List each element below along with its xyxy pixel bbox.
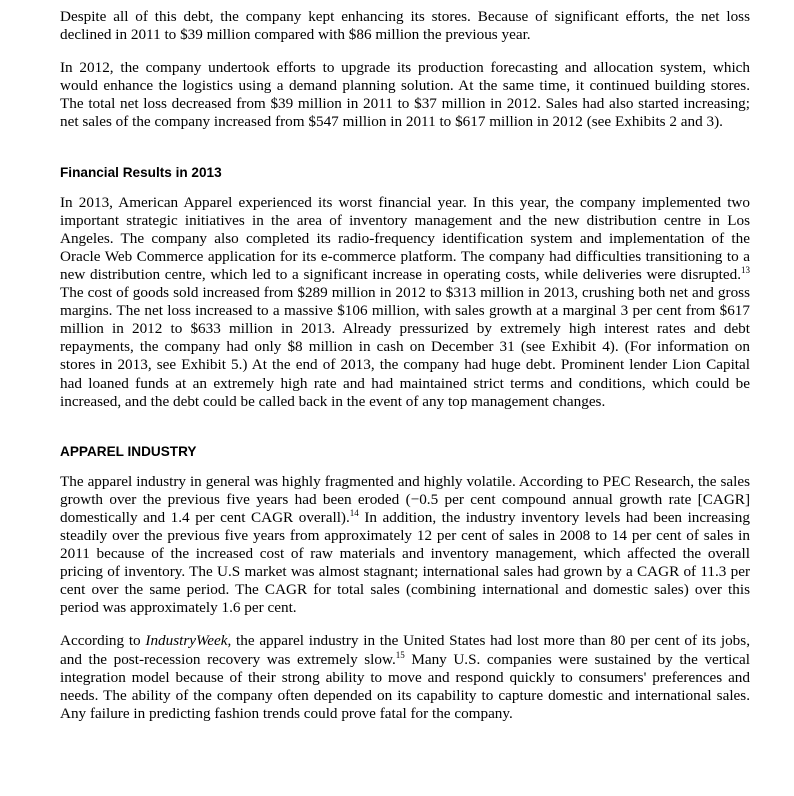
paragraph-apparel-part1: The apparel industry in general was highly fragmented and highly volatile. According to PEC Research, the sales growth over the previous five years had been eroded (−0.5 per cent compound annual growth rate [CAGR] domestically and 1.4 per cent CAGR overall).: [60, 472, 750, 526]
publication-name: IndustryWeek: [145, 632, 228, 650]
paragraph-net-loss-2011: Despite all of this debt, the company kept enhancing its stores. Because of significant efforts, the net loss declined in 2011 to $39 million compared with $86 million the previous year.: [60, 8, 750, 44]
paragraph-2013-results: [60, 194, 750, 411]
heading-financial-results-2013: Financial Results in 2013: [60, 164, 222, 180]
footnote-ref-13: 13: [741, 264, 750, 275]
footnote-ref-14: 14: [349, 507, 359, 518]
footnote-ref-15: 15: [395, 649, 405, 660]
paragraph-industryweek-part2: , the apparel industry in the United States had lost more than 80 per cent of its jobs, and the post-recession recovery was extremely slow.: [60, 632, 750, 668]
paragraph-2012-efforts: In 2012, the company undertook efforts to upgrade its production forecasting and allocation system, which would enhance the logistics using a demand planning solution. At the same time, it continued building stores. The total net loss decreased from $39 million in 2011 to $37 million in 2012. Sales had also started increasing; net sales of the company increased from $547 million in 2011 to $617 million in 2012 (see Exhibits 2 and 3).: [60, 59, 750, 131]
paragraph-apparel-part2: In addition, the industry inventory levels had been increasing steadily over the previous five years from approximately 12 per cent of sales in 2008 to 14 per cent of sales in 2011 because of the increased cost of raw materials and inventory management, which affected the overall pricing of inventory. The U.S market was almost stagnant; international sales had grown by a CAGR of 11.3 per cent over the same period. The CAGR for total sales (combining international and domestic sales) over this period was approximately 1.6 per cent.: [60, 508, 750, 617]
paragraph-industryweek-part1: According to: [60, 632, 146, 650]
paragraph-industryweek-part3: Many U.S. companies were sustained by the vertical integration model because of their strong ability to move and respond quickly to consumers' preferences and needs. The ability of the company often depended on its capability to capture domestic and international sales. Any failure in predicting fashion trends could prove fatal for the company.: [60, 650, 750, 722]
paragraph-apparel-industry: [60, 473, 750, 618]
paragraph-2013-part1: In 2013, American Apparel experienced its worst financial year. In this year, the company implemented two important strategic initiatives in the area of inventory management and the new distribution centre in Los Angeles. The company also completed its radio-frequency identification system and implementation of the Oracle Web Commerce application for its e-commerce platform. The company had difficulties transitioning to a new distribution centre, which led to a significant increase in operating costs, while deliveries were disrupted.: [60, 193, 750, 283]
heading-apparel-industry: APPAREL INDUSTRY: [60, 443, 197, 459]
document-page: [60, 8, 750, 723]
paragraph-industryweek: [60, 632, 750, 722]
paragraph-2013-part2: The cost of goods sold increased from $289 million in 2012 to $313 million in 2013, crushing both net and gross margins. The net loss increased to a massive $106 million, with sales growth at a marginal 3 per cent from $617 million in 2012 to $633 million in 2013. Already pressurized by extremely high interest rates and debt repayments, the company had only $8 million in cash on December 31 (see Exhibit 4). (For information on stores in 2013, see Exhibit 5.) At the end of 2013, the company had huge debt. Prominent lender Lion Capital had loaned funds at an extremely high rate and had maintained strict terms and conditions, which could be increased, and the debt could be called back in the event of any top management changes.: [60, 284, 750, 410]
